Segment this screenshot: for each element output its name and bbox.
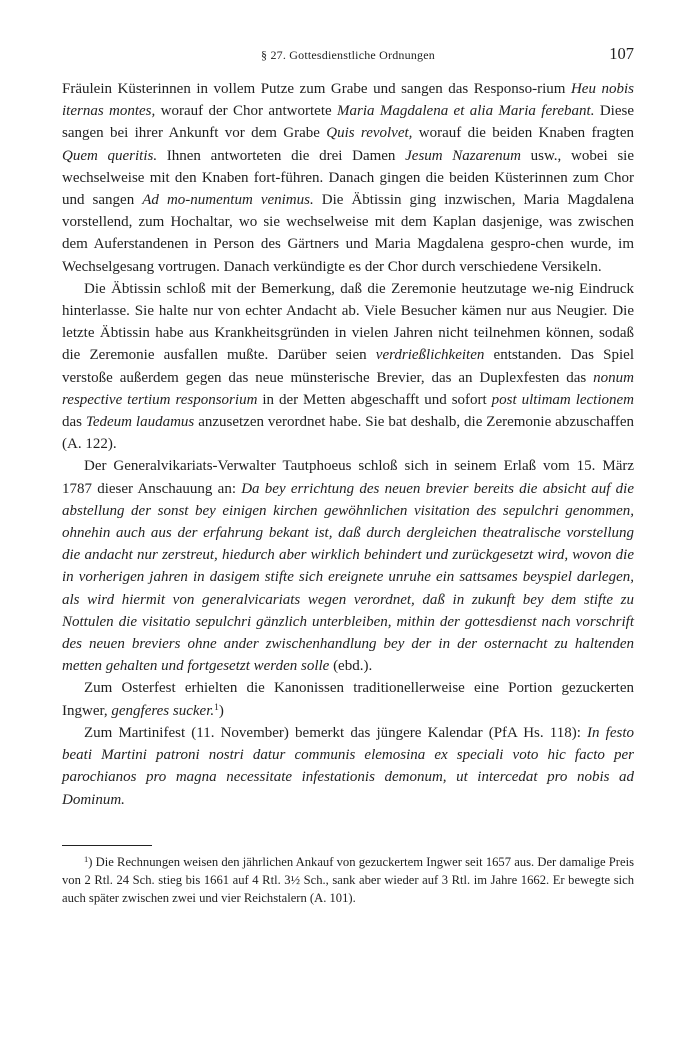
paragraph-5 — [62, 722, 634, 811]
footnote-text: Die Rechnungen weisen den jährlichen Ankauf von gezuckertem Ingwer seit 1657 aus. Der damalige Preis von 2 Rtl. 24 Sch. stieg bis 1661 auf 4 Rtl. 3½ Sch., sank aber wieder auf 3 Rtl. im Jahre 1662. Er bewegte sich auch später zwischen zwei und vier Reichstalern (A. 101). — [62, 855, 634, 906]
latin-quote: Ad mo-numentum venimus. — [142, 192, 314, 209]
text-run: worauf der Chor antwortete — [155, 103, 338, 120]
paragraph-4 — [62, 677, 634, 721]
paragraph-3 — [62, 455, 634, 677]
body-text — [62, 78, 634, 811]
text-run: Zum Osterfest erhielten die Kanonissen traditionellerweise eine Portion gezuckerten Ingwer, — [62, 680, 634, 719]
italic-term: gengferes sucker. — [111, 702, 215, 719]
text-run: Die Äbtissin ging inzwischen, Maria Magdalena vorstellend, zum Hochaltar, wo sie wechselweise mit dem Kaplan dasjenige, was zwischen dem Auferstandenen in Person des Gärtners und Maria Magdalena gespro-chen wurde, im Wechselgesang vortrugen. Danach verkündigte es der Chor durch verschiedene Versikeln. — [62, 192, 635, 275]
footnote-1 — [62, 853, 634, 908]
paragraph-2 — [62, 278, 634, 456]
text-run: ) — [218, 702, 224, 719]
text-run: das — [62, 414, 86, 431]
text-run: entstanden. Das Spiel verstoße außerdem gegen das neue münsterische Brevier, das an Duplexfesten das — [62, 347, 634, 386]
text-run: Ihnen antworteten die drei Damen — [157, 147, 406, 164]
text-run: worauf die beiden Knaben fragten — [412, 125, 634, 142]
footnote-marker-paren: ) — [88, 855, 93, 869]
text-run: Die Äbtissin schloß mit der Bemerkung, daß die Zeremonie heutzutage we-nig Eindruck hinterlasse. Sie halte nur von echter Andacht ab. Viele Besucher kämen nur aus Neugier. Die letzte Äbtissin habe aus Krankheitsgründen in vielen Jahren nicht teilnehmen können, sodaß die Zeremonie ausfallen mußte. Darüber seien — [62, 280, 634, 364]
footnote-marker: 1 — [84, 854, 89, 864]
latin-quote: Heu nobis iternas montes, — [62, 81, 634, 120]
footnote-divider — [62, 845, 152, 846]
text-run: in der Metten abgeschafft und sofort — [257, 391, 492, 408]
text-run: usw., wobei sie wechselweise mit den Knaben fort-führen. Danach gingen die beiden Küsterinnen zum Chor und sangen — [62, 147, 634, 209]
page-number: 107 — [609, 44, 634, 63]
text-run: Diese sangen bei ihrer Ankunft vor dem Grabe — [62, 103, 634, 142]
text-run: anzusetzen verordnet habe. Sie bat deshalb, die Zeremonie abzuschaffen (A. 122). — [62, 414, 635, 453]
latin-quote: Quem queritis. — [62, 147, 158, 164]
latin-quote: Quis revolvet, — [326, 125, 413, 142]
footnote-ref[interactable]: 1 — [214, 702, 219, 713]
footnote — [62, 853, 634, 908]
latin-quote: Tedeum laudamus — [85, 414, 195, 431]
text-run: Zum Martinifest (11. November) bemerkt das jüngere Kalendar (PfA Hs. 118): — [84, 724, 588, 741]
page-header — [62, 44, 634, 66]
latin-quote: Jesum Nazarenum — [405, 147, 521, 164]
decree-quote: Da bey errichtung des neuen brevier bereits die absicht auf die abstellung der sonst bey einigen kirchen gewöhnlichen visitation des sepulchri genommen, ohnehin auch aus der erfahrung bekant ist, daß durch dergleichen theatralische vorstellung die andacht nur zerstreut, hiedurch aber wirklich behindert und zurückgesetzt wird, wovon die in vorherigen jahren in dasigem stifte sich ereignete unruhe ein sattsames beyspiel darlegen, als wird hiermit von generalvicariats wegen verordnet, daß in zukunft bey dem stifte zu Nottulen die visitatio sepulchri gänzlich unterbleiben, mithin der gottesdienst nach vorschrift des neuen breviers ohne ander zwischenhandlung bey der in der osternacht zu haltenden metten gehalten und fortgesetzt werden solle — [62, 480, 634, 675]
text-run: Der Generalvikariats-Verwalter Tautphoeus schloß sich in seinem Erlaß vom 15. März 1787 dieser Anschauung an: — [62, 458, 634, 497]
running-head: § 27. Gottesdienstliche Ordnungen — [261, 48, 435, 62]
latin-quote: post ultimam lectionem — [491, 391, 634, 408]
latin-quote: nonum respective tertium responsorium — [62, 369, 634, 408]
paragraph-1 — [62, 78, 634, 278]
latin-quote: In festo beati Martini patroni nostri datur communis elemosina ex speciali voto hic facto per parochianos pro magna necessitate infestationis demonum, ut intercedat pro nobis ad Dominum. — [62, 724, 634, 808]
latin-quote: Maria Magdalena et alia Maria ferebant. — [337, 103, 595, 120]
text-run: (ebd.). — [329, 658, 373, 675]
text-run: Fräulein Küsterinnen in vollem Putze zum Grabe und sangen das Responso-rium — [62, 81, 571, 97]
italic-term: verdrießlichkeiten — [375, 347, 485, 364]
